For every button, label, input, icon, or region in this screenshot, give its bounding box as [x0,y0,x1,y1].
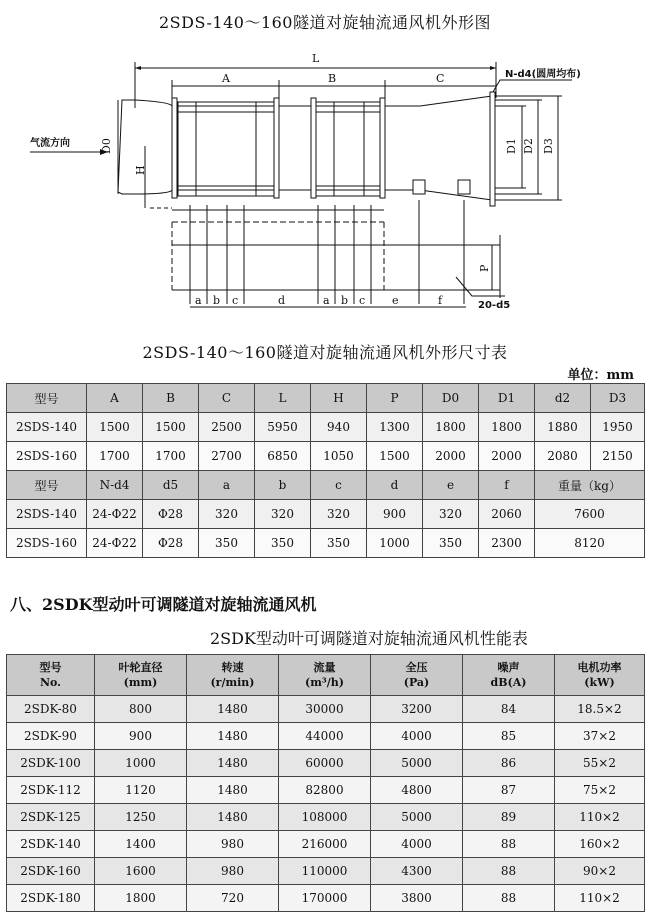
table-cell: 4300 [371,858,463,885]
table-row [7,750,645,777]
header-cell: 叶轮直径 (mm) [95,655,187,696]
table-cell: 1500 [143,413,199,442]
dim-label-N-d4: N-d4(圆周均布) [505,69,581,80]
table-cell: 1800 [423,413,479,442]
perf-table-title: 2SDK型动叶可调隧道对旋轴流通风机性能表 [210,629,528,648]
table-cell: 18.5×2 [555,696,645,723]
header-cell: L [255,384,311,413]
table-row [7,804,645,831]
table-cell: 1700 [143,442,199,471]
unit-label: 单位：mm [567,368,634,383]
header-cell: d2 [535,384,591,413]
table-cell: 1880 [535,413,591,442]
table-cell: 2SDK-160 [7,858,95,885]
header-cell: b [255,471,311,500]
table-header-row [7,384,645,413]
table-cell: 37×2 [555,723,645,750]
table-cell: 2SDK-180 [7,885,95,912]
table-cell: 900 [367,500,423,529]
performance-table [6,654,645,912]
table-cell: 1300 [367,413,423,442]
table-cell: 44000 [279,723,371,750]
table-cell: 1700 [87,442,143,471]
dim-label-a1: a [195,294,202,307]
table-cell: 24-Φ22 [87,529,143,558]
dim-label-a2: a [323,294,330,307]
header-cell: 型号 No. [7,655,95,696]
dim-label-c2: c [359,294,366,307]
table-header-row [7,655,645,696]
table-cell: 1800 [95,885,187,912]
table-cell: 170000 [279,885,371,912]
table-cell: 5950 [255,413,311,442]
header-cell: D3 [591,384,645,413]
table-cell: 980 [187,858,279,885]
table-cell: 216000 [279,831,371,858]
dim-label-D1: D1 [505,138,518,154]
dim-label-e: e [392,294,399,307]
table-cell: 2150 [591,442,645,471]
table-cell: 1120 [95,777,187,804]
table-cell: 5000 [371,750,463,777]
table-cell: 980 [187,831,279,858]
header-cell: 噪声 dB(A) [463,655,555,696]
table-cell: 2300 [479,529,535,558]
header-cell: 转速 (r/min) [187,655,279,696]
table-cell: 55×2 [555,750,645,777]
table-cell: 1250 [95,804,187,831]
table-cell: 1600 [95,858,187,885]
header-cell: d [367,471,423,500]
table-cell: 2060 [479,500,535,529]
table-cell: 2SDK-125 [7,804,95,831]
header-cell: 流量 (m³/h) [279,655,371,696]
table-cell: 1050 [311,442,367,471]
table-cell: 1950 [591,413,645,442]
table-cell: 110000 [279,858,371,885]
table-cell: 5000 [371,804,463,831]
table-cell: 1800 [479,413,535,442]
table-cell: 2SDK-90 [7,723,95,750]
table-cell: 82800 [279,777,371,804]
dim-label-P: P [478,264,491,272]
diagram-title: 2SDS-140～160隧道对旋轴流通风机外形图 [158,13,491,32]
header-cell: N-d4 [87,471,143,500]
dim-label-A: A [222,72,230,85]
table-cell: 1500 [367,442,423,471]
table-row [7,723,645,750]
table-cell: 60000 [279,750,371,777]
table-cell: 110×2 [555,804,645,831]
dim-label-C: C [436,72,445,85]
header-cell: H [311,384,367,413]
dim-label-20-d5: 20-d5 [478,300,511,311]
table-cell: Φ28 [143,500,199,529]
table-cell: 1480 [187,777,279,804]
header-cell: f [479,471,535,500]
dim-label-b2: b [341,294,349,307]
table-cell: 88 [463,858,555,885]
table-cell: 110×2 [555,885,645,912]
header-cell: a [199,471,255,500]
table-cell: 90×2 [555,858,645,885]
table-cell: 320 [311,500,367,529]
dim-label-D3: D3 [542,138,555,154]
dim-label-H: H [134,165,147,175]
header-cell: 全压 (Pa) [371,655,463,696]
table-cell: 1000 [367,529,423,558]
header-cell: P [367,384,423,413]
header-cell: d5 [143,471,199,500]
table-header-row [7,471,645,500]
table-cell: 160×2 [555,831,645,858]
header-cell: 型号 [7,471,87,500]
table-cell: 2SDK-112 [7,777,95,804]
dim-label-d: d [278,294,286,307]
table-cell: 900 [95,723,187,750]
table-cell: 320 [255,500,311,529]
table-cell: 350 [255,529,311,558]
table-cell: 1000 [95,750,187,777]
table-cell: 1480 [187,696,279,723]
table-cell: 2500 [199,413,255,442]
table-cell: 4000 [371,831,463,858]
dimension-table [6,383,645,558]
table-cell: 88 [463,885,555,912]
table-cell: 350 [423,529,479,558]
header-cell: A [87,384,143,413]
table-cell: 2700 [199,442,255,471]
table-row [7,500,645,529]
table-row [7,858,645,885]
table-cell: 4000 [371,723,463,750]
header-cell: e [423,471,479,500]
table-cell: 2SDK-80 [7,696,95,723]
table-cell: 1480 [187,804,279,831]
fan-outline-drawing [0,40,650,330]
table-cell: 108000 [279,804,371,831]
table-cell: 85 [463,723,555,750]
dim-table-title: 2SDS-140～160隧道对旋轴流通风机外形尺寸表 [142,343,508,362]
table-cell: 24-Φ22 [87,500,143,529]
table-cell: 2000 [423,442,479,471]
table-cell: 3200 [371,696,463,723]
table-cell: 4800 [371,777,463,804]
table-cell: 87 [463,777,555,804]
header-cell: c [311,471,367,500]
table-cell: 320 [423,500,479,529]
header-cell: B [143,384,199,413]
table-cell: 2SDK-140 [7,831,95,858]
table-row [7,831,645,858]
table-cell: 1400 [95,831,187,858]
table-cell: 6850 [255,442,311,471]
table-cell: 7600 [535,500,645,529]
table-cell: 8120 [535,529,645,558]
table-cell: 350 [199,529,255,558]
table-cell: 2SDS-160 [7,529,87,558]
section-heading: 八、2SDK型动叶可调隧道对旋轴流通风机 [10,595,317,614]
table-row [7,696,645,723]
table-row [7,885,645,912]
header-cell: 重量（kg） [535,471,645,500]
table-cell: 2080 [535,442,591,471]
table-cell: 720 [187,885,279,912]
dim-label-b1: b [213,294,221,307]
table-cell: 88 [463,831,555,858]
table-row [7,442,645,471]
table-cell: 320 [199,500,255,529]
table-cell: Φ28 [143,529,199,558]
table-row [7,413,645,442]
header-cell: 电机功率 (kW) [555,655,645,696]
header-cell: D1 [479,384,535,413]
header-cell: D0 [423,384,479,413]
table-cell: 1500 [87,413,143,442]
airflow-label: 气流方向 [30,138,70,149]
table-cell: 2SDS-140 [7,500,87,529]
table-cell: 2SDS-160 [7,442,87,471]
table-cell: 1480 [187,750,279,777]
table-cell: 3800 [371,885,463,912]
table-cell: 2SDS-140 [7,413,87,442]
table-row [7,777,645,804]
dim-label-f: f [438,294,443,307]
dim-label-c1: c [232,294,239,307]
table-cell: 800 [95,696,187,723]
dim-label-D0: D0 [100,138,113,154]
header-cell: 型号 [7,384,87,413]
table-cell: 75×2 [555,777,645,804]
table-cell: 350 [311,529,367,558]
table-cell: 30000 [279,696,371,723]
table-cell: 2SDK-100 [7,750,95,777]
table-cell: 84 [463,696,555,723]
table-cell: 1480 [187,723,279,750]
table-cell: 86 [463,750,555,777]
header-cell: C [199,384,255,413]
table-cell: 2000 [479,442,535,471]
table-cell: 89 [463,804,555,831]
dim-label-D2: D2 [522,138,535,154]
dim-label-L: L [312,52,320,65]
table-cell: 940 [311,413,367,442]
dim-label-B: B [328,72,337,85]
table-row [7,529,645,558]
